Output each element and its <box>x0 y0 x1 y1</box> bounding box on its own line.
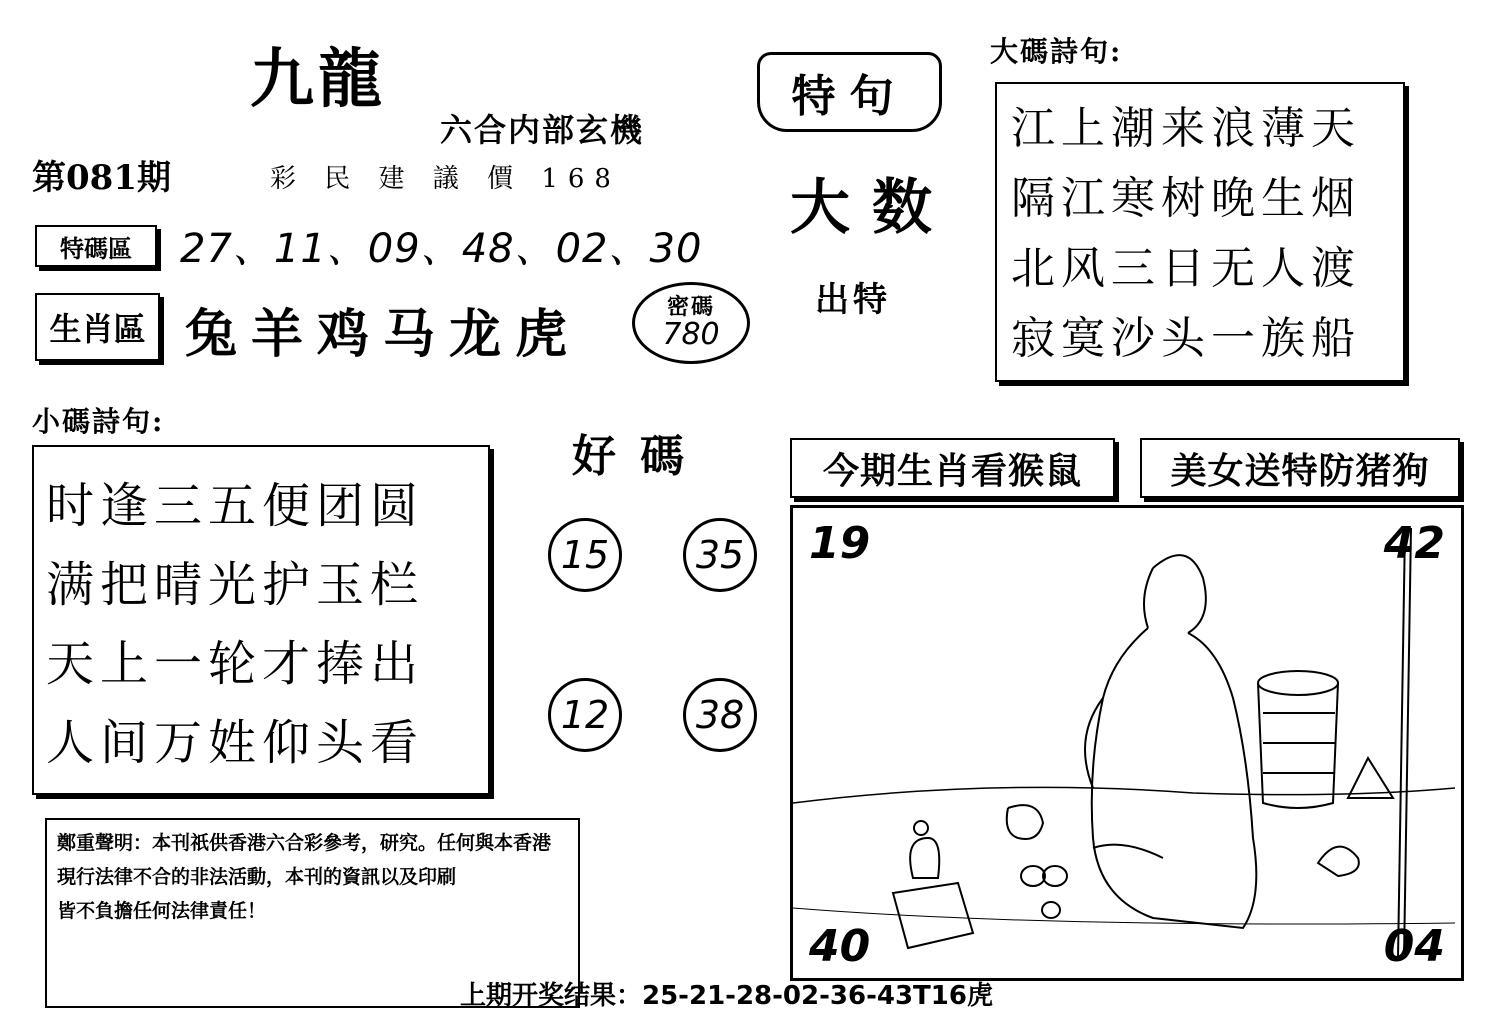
zodiac-hint: 今期生肖看猴鼠 <box>790 438 1115 498</box>
small-poem-box <box>32 445 490 795</box>
small-poem-line: 时逢三五便团圆 <box>46 478 425 534</box>
big-number-label: 大数 <box>790 173 954 243</box>
subtitle: 六合内部玄機 <box>440 111 645 149</box>
big-poem-line: 隔江寒树晚生烟 <box>1011 173 1361 224</box>
small-poem-line: 人间万姓仰头看 <box>46 715 425 771</box>
sage-illustration <box>793 508 1455 972</box>
big-poem-line: 寂寞沙头一族船 <box>1011 313 1361 364</box>
disclaimer-line: 現行法律不合的非法活動，本刊的資訊以及印刷 <box>57 866 457 888</box>
secret-code-value: 780 <box>662 317 720 352</box>
illustration-frame <box>790 505 1464 981</box>
corner-number-bottom-right: 04 <box>1383 921 1445 972</box>
shengxiao-values: 兔羊鸡马龙虎 <box>185 304 582 365</box>
small-poem-line: 满把晴光护玉栏 <box>46 557 425 613</box>
good-number-circle: 15 <box>548 518 622 592</box>
issue-number: 第081期 <box>32 158 171 198</box>
good-number-circle: 35 <box>683 518 757 592</box>
disclaimer-line: 皆不負擔任何法律責任！ <box>57 900 267 922</box>
special-banner: 特句 <box>757 52 942 132</box>
page-title: 九龍 <box>250 42 386 117</box>
small-poem-title: 小碼詩句: <box>32 405 165 438</box>
secret-code-badge <box>632 282 750 364</box>
big-poem-title: 大碼詩句: <box>990 35 1123 68</box>
tema-label: 特碼區 <box>35 225 157 267</box>
corner-number-top-right: 42 <box>1383 518 1445 569</box>
secret-code-label: 密碼 <box>666 294 715 320</box>
disclaimer-line: 鄭重聲明：本刊祇供香港六合彩參考，研究。任何與本香港 <box>57 832 552 854</box>
chute-label: 出特 <box>815 280 891 320</box>
good-number-circle: 38 <box>683 678 757 752</box>
suggested-price: 彩 民 建 議 價 168 <box>270 164 621 194</box>
corner-number-top-left: 19 <box>809 518 871 569</box>
beauty-hint: 美女送特防猪狗 <box>1140 438 1460 498</box>
corner-number-bottom-left: 40 <box>809 921 871 972</box>
good-number-circle: 12 <box>548 678 622 752</box>
shengxiao-label: 生肖區 <box>35 293 160 361</box>
tema-numbers: 27、11、09、48、02、30 <box>180 226 703 272</box>
last-draw-result: 上期开奖结果：25-21-28-02-36-43T16虎 <box>460 981 993 1011</box>
good-numbers-title: 好碼 <box>572 431 708 482</box>
big-poem-line: 北风三日无人渡 <box>1011 243 1361 294</box>
small-poem-line: 天上一轮才捧出 <box>46 636 425 692</box>
big-poem-box <box>995 82 1405 382</box>
big-poem-line: 江上潮来浪薄天 <box>1011 103 1361 154</box>
